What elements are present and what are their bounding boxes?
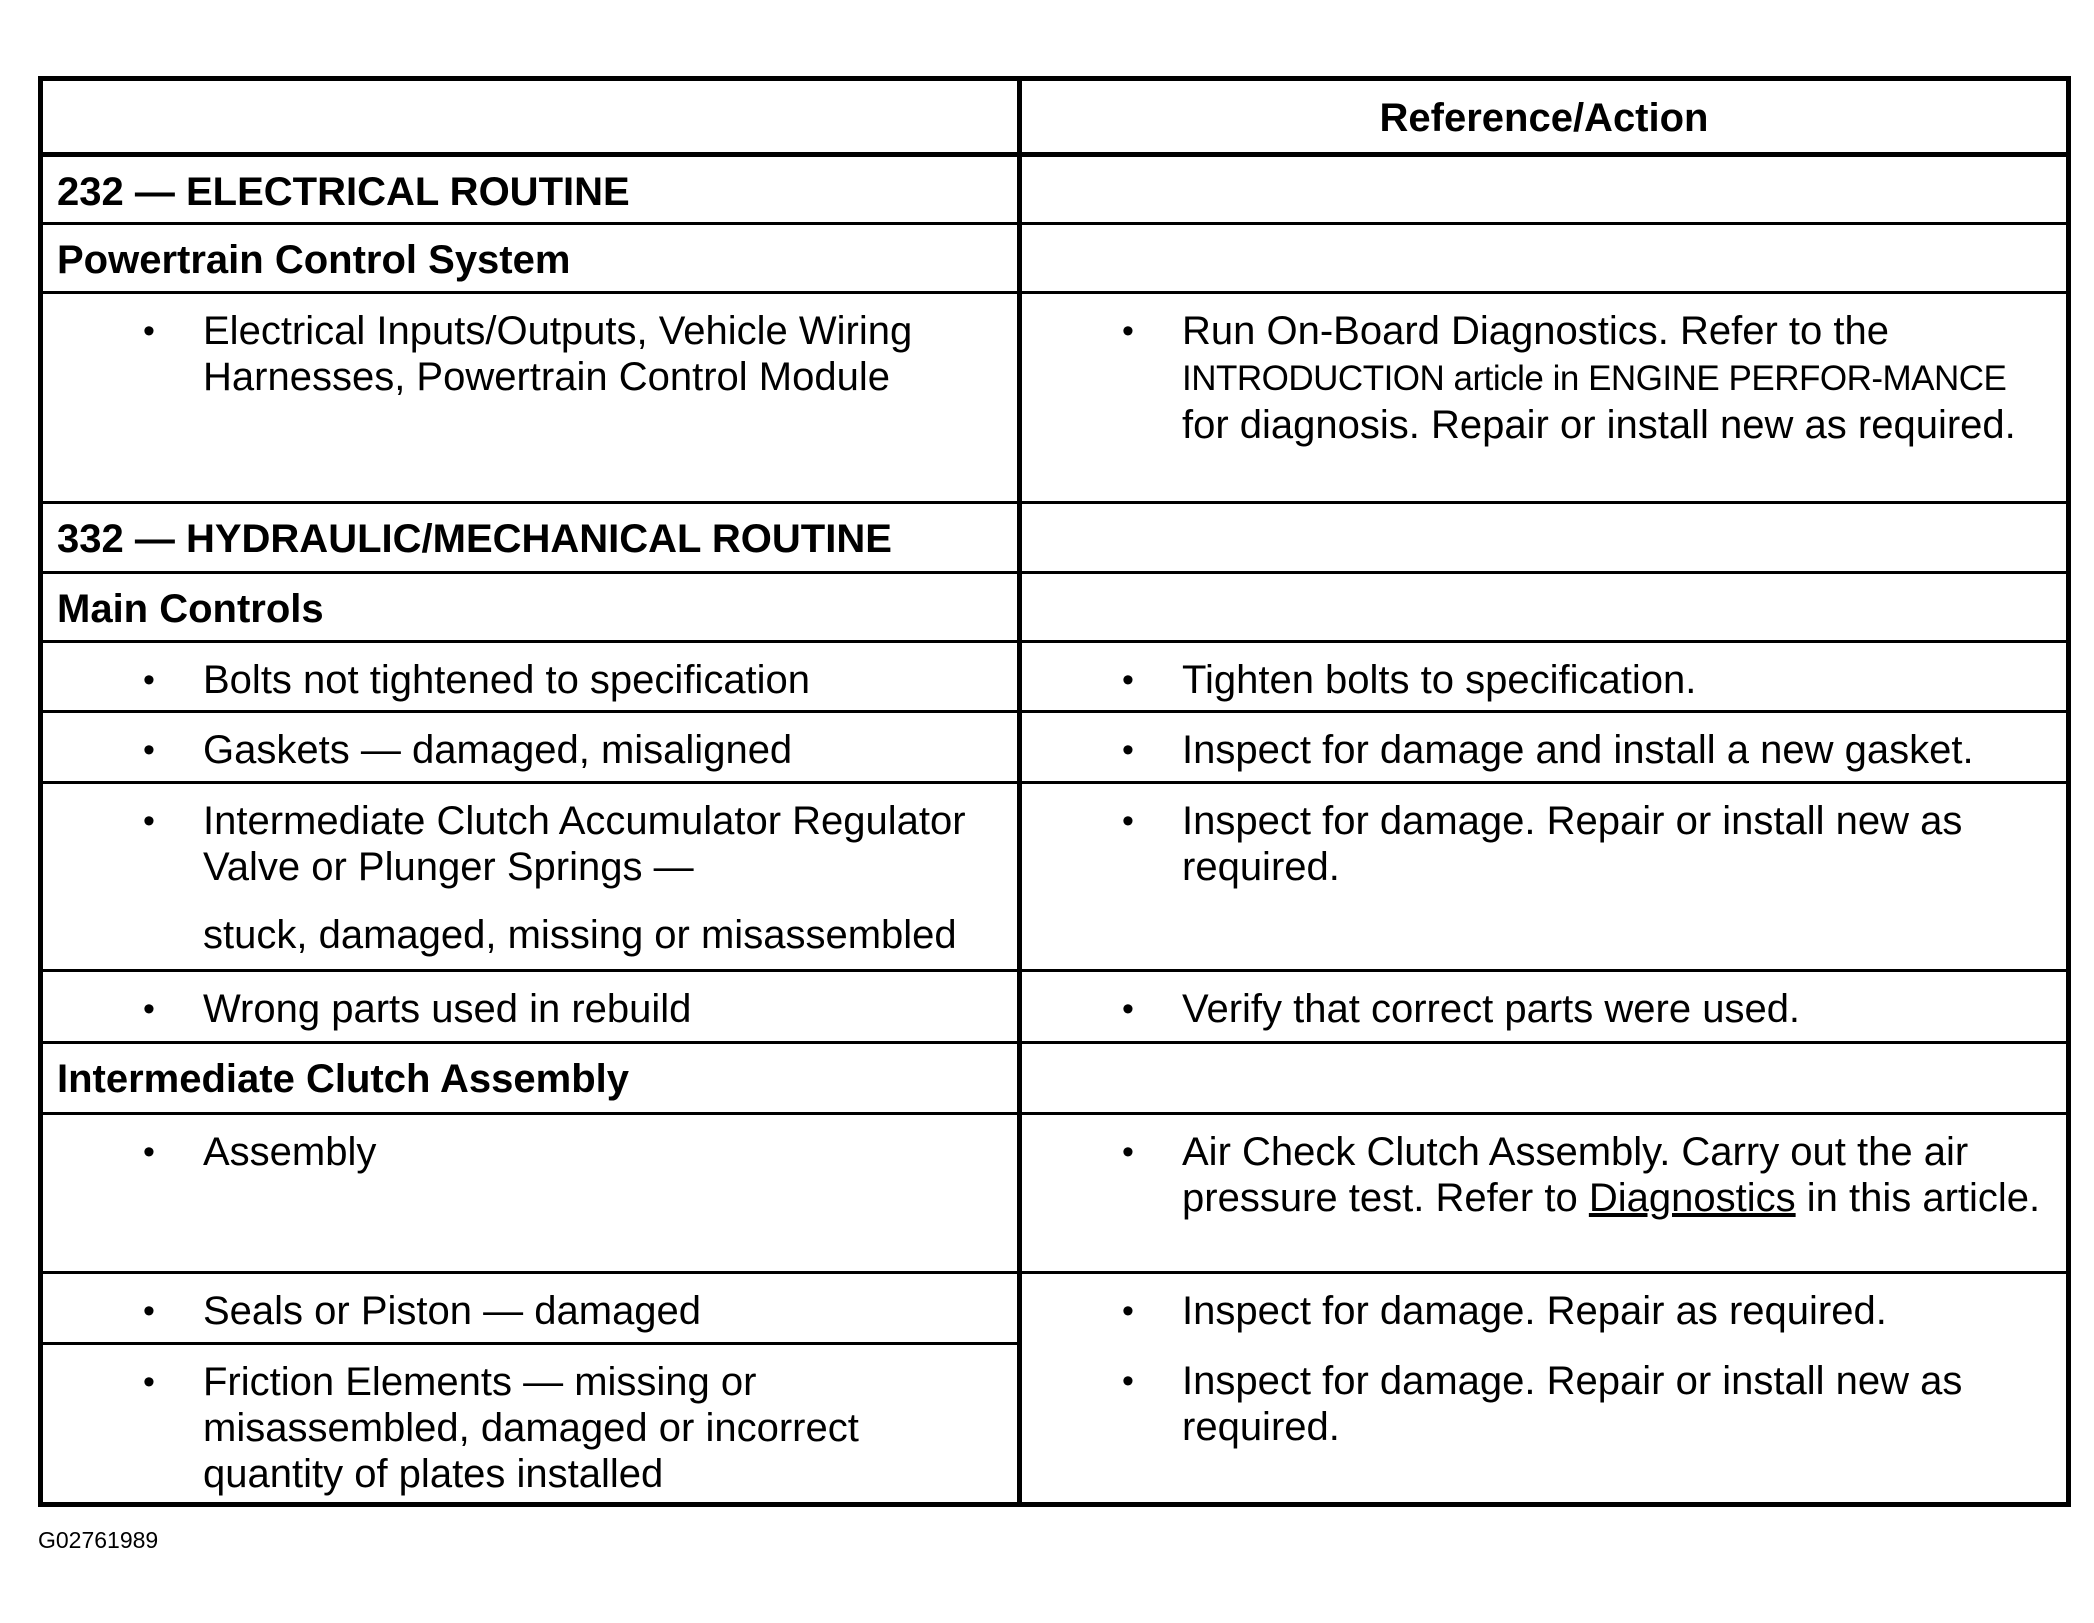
empty-cell <box>1020 224 2069 293</box>
bullet: • <box>1122 1133 1134 1171</box>
condition-cell <box>41 1344 1020 1505</box>
condition-text: Assembly <box>203 1130 377 1174</box>
section-label: Main Controls <box>41 573 1020 642</box>
action-text: Tighten bolts to specification. <box>1182 658 1697 702</box>
table-row <box>41 783 2069 971</box>
bullet: • <box>143 312 155 350</box>
condition-cell <box>41 293 1020 503</box>
action-text: Inspect for damage and install a new gasket. <box>1182 728 1974 772</box>
table-row <box>41 712 2069 783</box>
empty-cell <box>1020 573 2069 642</box>
table-row <box>41 1114 2069 1273</box>
condition-cell <box>41 971 1020 1043</box>
action-cell <box>1020 971 2069 1043</box>
bullet: • <box>1122 731 1134 769</box>
bullet: • <box>143 661 155 699</box>
action-cell <box>1020 642 2069 712</box>
bullet: • <box>143 802 155 840</box>
table-row <box>41 1273 2069 1344</box>
action-cell <box>1020 1344 2069 1505</box>
bullet: • <box>1122 661 1134 699</box>
section-row <box>41 224 2069 293</box>
action-cell <box>1020 1273 2069 1344</box>
action-text: Verify that correct parts were used. <box>1182 987 1801 1031</box>
figure-id: G02761989 <box>38 1527 159 1553</box>
action-text-part: in this article. <box>1806 1176 2041 1220</box>
condition-text: Electrical Inputs/Outputs, Vehicle Wiring Harnesses, Powertrain Control Module <box>203 309 913 399</box>
table-row <box>41 293 2069 503</box>
action-text-part: Run On-Board Diagnostics. Refer to the <box>1182 309 1890 353</box>
bullet: • <box>143 731 155 769</box>
bullet: • <box>143 1292 155 1330</box>
condition-cell <box>41 1114 1020 1273</box>
condition-cell <box>41 642 1020 712</box>
action-cell <box>1020 712 2069 783</box>
bullet: • <box>143 1363 155 1401</box>
empty-cell <box>1020 503 2069 573</box>
bullet: • <box>1122 802 1134 840</box>
action-text: Inspect for damage. Repair or install new as required. <box>1182 1358 1963 1449</box>
action-cell <box>1020 293 2069 503</box>
action-cell <box>1020 783 2069 971</box>
empty-cell <box>1020 1043 2069 1114</box>
condition-text-part: Intermediate Clutch Accumulator Regulator Valve or Plunger Springs — <box>203 799 966 889</box>
cross-reference: INTRODUCTION article in ENGINE PERFOR-MANCE <box>1182 359 2007 398</box>
condition-cell <box>41 783 1020 971</box>
action-text <box>1182 308 2052 448</box>
section-label: Intermediate Clutch Assembly <box>41 1043 1020 1114</box>
condition-text: Bolts not tightened to specification <box>203 658 811 702</box>
condition-text-part: stuck, damaged, missing or misassembled <box>203 913 957 957</box>
section-label: 332 — HYDRAULIC/MECHANICAL ROUTINE <box>41 503 1020 573</box>
section-row <box>41 503 2069 573</box>
section-label: Powertrain Control System <box>41 224 1020 293</box>
action-text-part: for diagnosis. Repair or install new as required. <box>1182 403 2016 447</box>
table-row <box>41 971 2069 1043</box>
condition-cell <box>41 712 1020 783</box>
action-text-part: Air Check Clutch Assembly. Carry out the air pressure test. Refer to <box>1182 1130 1969 1220</box>
header-left-cell <box>41 79 1020 155</box>
action-text: Inspect for damage. Repair as required. <box>1182 1289 1887 1333</box>
table-row <box>41 642 2069 712</box>
bullet: • <box>1122 990 1134 1028</box>
action-text <box>1182 1129 2052 1221</box>
condition-text: Seals or Piston — damaged <box>203 1289 702 1333</box>
action-text: Inspect for damage. Repair or install new as required. <box>1182 799 1963 889</box>
condition-text: Gaskets — damaged, misaligned <box>203 728 793 772</box>
bullet: • <box>1122 312 1134 350</box>
section-row <box>41 155 2069 224</box>
action-cell <box>1020 1114 2069 1273</box>
section-row <box>41 1043 2069 1114</box>
section-row <box>41 573 2069 642</box>
diagnostics-link[interactable]: Diagnostics <box>1588 1176 1796 1220</box>
condition-text: Friction Elements — missing or misassembled, damaged or incorrect quantity of plates installed <box>203 1360 859 1496</box>
header-reference-action: Reference/Action <box>1020 79 2069 155</box>
bullet: • <box>1122 1292 1134 1330</box>
section-label: 232 — ELECTRICAL ROUTINE <box>41 155 1020 224</box>
table-header-row <box>41 79 2069 155</box>
table-row <box>41 1344 2069 1505</box>
empty-cell <box>1020 155 2069 224</box>
condition-text <box>203 798 1003 958</box>
bullet: • <box>143 990 155 1028</box>
bullet: • <box>1122 1361 1134 1400</box>
diagnostic-table <box>38 76 2071 1507</box>
bullet: • <box>143 1133 155 1171</box>
condition-text: Wrong parts used in rebuild <box>203 987 692 1031</box>
condition-cell <box>41 1273 1020 1344</box>
